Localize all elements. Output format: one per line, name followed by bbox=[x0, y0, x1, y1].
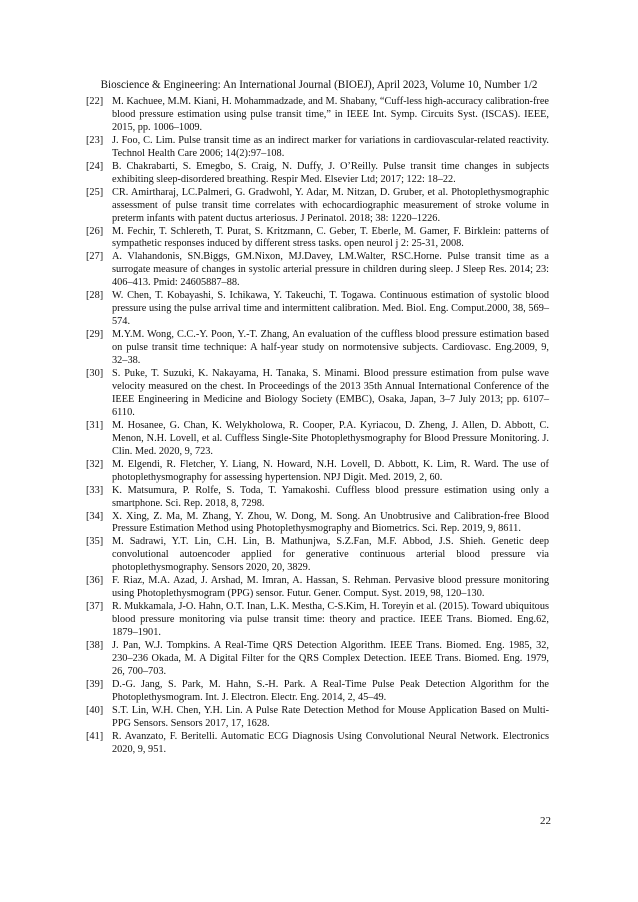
reference-text: M. Hosanee, G. Chan, K. Welykholowa, R. Cooper, P.A. Kyriacou, D. Zheng, J. Allen, D. Abbott, C. Menon, N.H. Lovell, et al. Cuffless Single-Site Photoplethysmography for Blood Pressure Monitoring. J. Clin. Med. 2020, 9, 723. bbox=[112, 419, 549, 457]
reference-list bbox=[86, 96, 549, 757]
reference-number: [26] bbox=[86, 225, 104, 237]
running-header: Bioscience & Engineering: An International Journal (BIOEJ), April 2023, Volume 10, Number 1/2 bbox=[100, 79, 538, 91]
reference-text: W. Chen, T. Kobayashi, S. Ichikawa, Y. Takeuchi, T. Togawa. Continuous estimation of systolic blood pressure using the pulse arrival time and intermittent calibration. Med. Biol. Eng. Comput.2000, 38, 569–574. bbox=[112, 290, 549, 328]
reference-item bbox=[86, 329, 549, 368]
reference-item bbox=[86, 368, 549, 420]
page-number: 22 bbox=[540, 815, 551, 827]
reference-item bbox=[86, 161, 549, 187]
reference-number: [25] bbox=[86, 186, 104, 198]
reference-number: [40] bbox=[86, 704, 104, 716]
reference-item bbox=[86, 536, 549, 575]
reference-item bbox=[86, 459, 549, 485]
reference-number: [37] bbox=[86, 601, 104, 613]
reference-number: [24] bbox=[86, 160, 104, 172]
reference-text: M. Kachuee, M.M. Kiani, H. Mohammadzade, and M. Shabany, “Cuff-less high-accuracy calibration-free blood pressure estimation using pulse transit time,” in IEEE Int. Symp. Circuits Syst. (ISCAS). IEEE, 2015, pp. 1006–1009. bbox=[112, 96, 549, 133]
reference-number: [38] bbox=[86, 640, 104, 652]
reference-item bbox=[86, 485, 549, 511]
reference-text: X. Xing, Z. Ma, M. Zhang, Y. Zhou, W. Dong, M. Song. An Unobtrusive and Calibration-free Blood Pressure Estimation Method using Photoplethysmography and Biometrics. Sci. Rep. 2019, 9, 8611. bbox=[112, 510, 549, 535]
reference-number: [29] bbox=[86, 329, 104, 341]
reference-number: [33] bbox=[86, 484, 104, 496]
reference-number: [22] bbox=[86, 96, 104, 107]
reference-text: R. Mukkamala, J-O. Hahn, O.T. Inan, L.K. Mestha, C-S.Kim, H. Toreyin et al. (2015). Toward ubiquitous blood pressure monitoring via pulse transit time: theory and practice. IEEE Trans. Biomed. Eng.62, 1879–1901. bbox=[112, 601, 549, 639]
reference-text: F. Riaz, M.A. Azad, J. Arshad, M. Imran, A. Hassan, S. Rehman. Pervasive blood pressure monitoring using Photoplethysmogram (PPG) sensor. Futur. Gener. Comput. Syst. 2019, 98, 120–130. bbox=[112, 575, 549, 600]
reference-item bbox=[86, 420, 549, 459]
reference-item bbox=[86, 731, 549, 757]
reference-number: [36] bbox=[86, 575, 104, 587]
reference-text: J. Pan, W.J. Tompkins. A Real-Time QRS Detection Algorithm. IEEE Trans. Biomed. Eng. 1985, 32, 230–236 Okada, M. A Digital Filter for the QRS Complex Detection. IEEE Trans. Biomed. Eng. 1979, 26, 700–703. bbox=[112, 640, 549, 677]
reference-number: [32] bbox=[86, 458, 104, 470]
reference-number: [34] bbox=[86, 510, 104, 522]
reference-number: [28] bbox=[86, 290, 104, 302]
reference-number: [39] bbox=[86, 678, 104, 690]
reference-text: M. Sadrawi, Y.T. Lin, C.H. Lin, B. Mathunjwa, S.Z.Fan, M.F. Abbod, J.S. Shieh. Genetic deep convolutional autoencoder applied for generative continuous arterial blood pressure via photoplethysmography. Sensors 2020, 20, 3829. bbox=[112, 536, 549, 574]
reference-text: M. Fechir, T. Schlereth, T. Purat, S. Kritzmann, C. Geber, T. Eberle, M. Gamer, F. Birklein: patterns of sympathetic responses induced by different stress tasks. open neurol j 2: 25-31, 2008. bbox=[112, 225, 549, 250]
reference-text: M. Elgendi, R. Fletcher, Y. Liang, N. Howard, N.H. Lovell, D. Abbott, K. Lim, R. Ward. The use of photoplethysmography for assessing hypertension. NPJ Digit. Med. 2019, 2, 60. bbox=[112, 458, 549, 483]
reference-item bbox=[86, 640, 549, 679]
reference-number: [27] bbox=[86, 251, 104, 263]
reference-item bbox=[86, 251, 549, 290]
reference-text: S.T. Lin, W.H. Chen, Y.H. Lin. A Pulse Rate Detection Method for Mouse Application Based on Multi-PPG Sensors. Sensors 2017, 17, 1628. bbox=[112, 704, 549, 729]
reference-number: [23] bbox=[86, 134, 104, 146]
reference-item bbox=[86, 135, 549, 161]
reference-item bbox=[86, 187, 549, 226]
reference-item bbox=[86, 511, 549, 537]
reference-text: R. Avanzato, F. Beritelli. Automatic ECG Diagnosis Using Convolutional Neural Network. Electronics 2020, 9, 951. bbox=[112, 730, 549, 755]
reference-text: K. Matsumura, P. Rolfe, S. Toda, T. Yamakoshi. Cuffless blood pressure estimation using only a smartphone. Sci. Rep. 2018, 8, 7298. bbox=[112, 484, 549, 509]
reference-item bbox=[86, 601, 549, 640]
reference-item bbox=[86, 575, 549, 601]
reference-number: [31] bbox=[86, 419, 104, 431]
reference-item bbox=[86, 96, 549, 135]
reference-text: S. Puke, T. Suzuki, K. Nakayama, H. Tanaka, S. Minami. Blood pressure estimation from pulse wave velocity measured on the chest. In Proceedings of the 2013 35th Annual International Conference of the IEEE Engineering in Medicine and Biology Society (EMBC), Osaka, Japan, 3–7 July 2013; pp. 6107–6110. bbox=[112, 368, 549, 418]
reference-text: B. Chakrabarti, S. Emegbo, S. Craig, N. Duffy, J. O’Reilly. Pulse transit time changes in subjects exhibiting sleep-disordered breathing. Respir Med. Elsevier Ltd; 2017; 122: 18–22. bbox=[112, 160, 549, 185]
reference-item bbox=[86, 705, 549, 731]
reference-text: J. Foo, C. Lim. Pulse transit time as an indirect marker for variations in cardiovascular-related reactivity. Technol Health Care 2006; 14(2):97–108. bbox=[112, 134, 549, 159]
reference-item bbox=[86, 226, 549, 252]
reference-text: M.Y.M. Wong, C.C.-Y. Poon, Y.-T. Zhang, An evaluation of the cuffless blood pressure estimation based on pulse transit time technique: A half-year study on normotensive subjects. Cardiovasc. Eng.2009, 9, 32–38. bbox=[112, 329, 549, 367]
reference-text: A. Vlahandonis, SN.Biggs, GM.Nixon, MJ.Davey, LM.Walter, RSC.Horne. Pulse transit time as a surrogate measure of changes in systolic arterial pressure in children during sleep. J Sleep Res. 2014; 23: 406–413. Pmid: 24605887–88. bbox=[112, 251, 549, 289]
reference-text: CR. Amirtharaj, LC.Palmeri, G. Gradwohl, Y. Adar, M. Nitzan, D. Gruber, et al. Photoplethysmographic assessment of pulse transit time correlates with echocardiographic measurement of stroke volume in preterm infants with patent ductus arteriosus. J Perinatol. 2018; 38: 1220–1226. bbox=[112, 186, 549, 224]
reference-item bbox=[86, 290, 549, 329]
reference-number: [35] bbox=[86, 536, 104, 548]
reference-number: [30] bbox=[86, 368, 104, 380]
reference-item bbox=[86, 679, 549, 705]
reference-number: [41] bbox=[86, 730, 104, 742]
reference-text: D.-G. Jang, S. Park, M. Hahn, S.-H. Park. A Real-Time Pulse Peak Detection Algorithm for the Photoplethysmogram. Int. J. Electron. Electr. Eng. 2014, 2, 45–49. bbox=[112, 678, 549, 703]
